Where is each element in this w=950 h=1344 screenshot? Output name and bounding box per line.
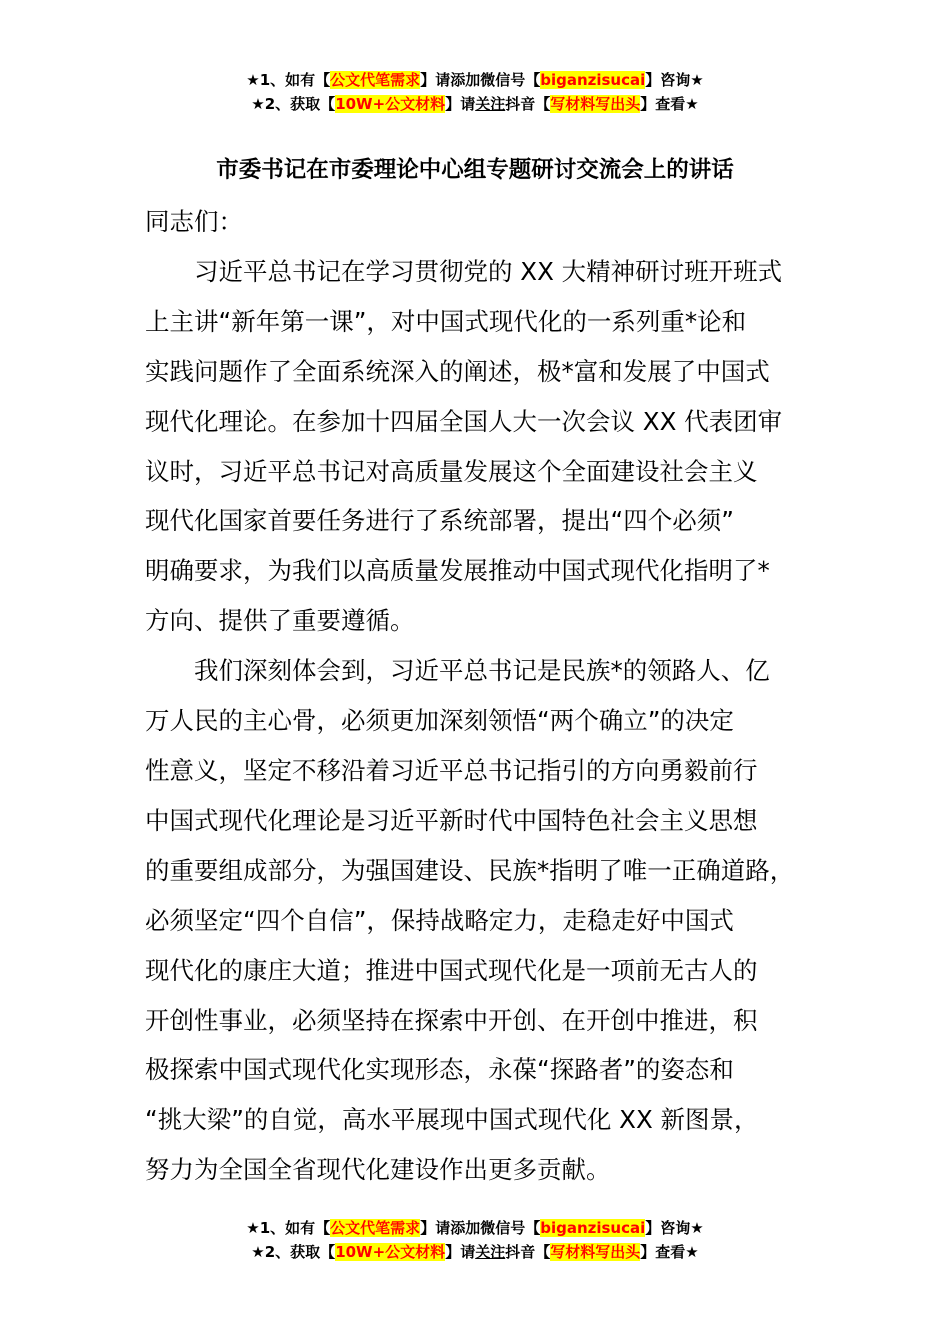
banner-underline: 关注 — [475, 1243, 506, 1261]
text-line: “挑大梁”的自觉，高水平展现中国式现代化 XX 新图景， — [145, 1105, 759, 1135]
text-line: 上主讲“新年第一课”，对中国式现代化的一系列重*论和 — [145, 306, 747, 336]
banner-highlight: biganzisucai — [540, 71, 646, 89]
banner-text: 】请 — [445, 1243, 476, 1261]
text-line: 方向、提供了重要遵循。 — [145, 606, 415, 636]
document-body — [145, 197, 835, 1195]
banner-highlight: 写材料写出头 — [550, 95, 641, 113]
document-title: 市委书记在市委理论中心组专题研讨交流会上的讲话 — [216, 157, 734, 183]
banner-line-2 — [0, 92, 950, 116]
text-line: 万人民的主心骨，必须更加深刻领悟“两个确立”的决定 — [145, 706, 734, 736]
banner-highlight: 写材料写出头 — [550, 1243, 641, 1261]
banner-line-2 — [0, 1240, 950, 1264]
banner-line-1 — [0, 68, 950, 92]
banner-text: 】咨询★ — [645, 71, 704, 89]
banner-text: ★1、如有【 — [246, 71, 331, 89]
text-line: 开创性事业，必须坚持在探索中开创、在开创中推进，积 — [145, 1005, 758, 1035]
banner-text: 】请添加微信号【 — [420, 71, 541, 89]
banner-text: ★1、如有【 — [246, 1219, 331, 1237]
text-line: 习近平总书记在学习贯彻党的 XX 大精神研讨班开班式 — [194, 256, 783, 286]
banner-highlight: biganzisucai — [540, 1219, 646, 1237]
banner-highlight: 公文代笔需求 — [330, 1219, 421, 1237]
text-line: 性意义，坚定不移沿着习近平总书记指引的方向勇毅前行 — [145, 755, 758, 785]
banner-text: 】请添加微信号【 — [420, 1219, 541, 1237]
text-line: 现代化理论。在参加十四届全国人大一次会议 XX 代表团审 — [145, 406, 783, 436]
banner-underline: 关注 — [475, 95, 506, 113]
text-line: 极探索中国式现代化实现形态，永葆“探路者”的姿态和 — [145, 1055, 734, 1085]
text-line: 的重要组成部分，为强国建设、民族*指明了唯一正确道路， — [145, 855, 795, 885]
text-line: 必须坚定“四个自信”，保持战略定力，走稳走好中国式 — [145, 905, 734, 935]
text-line: 议时，习近平总书记对高质量发展这个全面建设社会主义 — [145, 456, 758, 486]
banner-text: 】查看★ — [640, 1243, 699, 1261]
text-line: 明确要求，为我们以高质量发展推动中国式现代化指明了* — [145, 556, 770, 586]
paragraph-1 — [145, 247, 835, 646]
text-line: 中国式现代化理论是习近平新时代中国特色社会主义思想 — [145, 805, 758, 835]
text-line: 现代化的康庄大道；推进中国式现代化是一项前无古人的 — [145, 955, 758, 985]
banner-line-1 — [0, 1216, 950, 1240]
text-line: 我们深刻体会到，习近平总书记是民族*的领路人、亿 — [194, 656, 770, 686]
banner-text: 】查看★ — [640, 95, 699, 113]
banner-text: 】咨询★ — [645, 1219, 704, 1237]
footer-banner — [0, 1216, 950, 1264]
banner-highlight: 10W+公文材料 — [335, 1243, 446, 1261]
text-line: 努力为全国全省现代化建设作出更多贡献。 — [145, 1155, 611, 1185]
banner-text: ★2、获取【 — [251, 95, 336, 113]
banner-text: ★2、获取【 — [251, 1243, 336, 1261]
banner-text: 】请 — [445, 95, 476, 113]
text-line: 实践问题作了全面系统深入的阐述，极*富和发展了中国式 — [145, 356, 770, 386]
paragraph-2 — [145, 646, 835, 1195]
salutation: 同志们： — [145, 207, 243, 236]
header-banner — [0, 68, 950, 116]
banner-text: 抖音【 — [505, 95, 551, 113]
banner-highlight: 10W+公文材料 — [335, 95, 446, 113]
banner-highlight: 公文代笔需求 — [330, 71, 421, 89]
text-line: 现代化国家首要任务进行了系统部署，提出“四个必须” — [145, 506, 734, 536]
banner-text: 抖音【 — [505, 1243, 551, 1261]
